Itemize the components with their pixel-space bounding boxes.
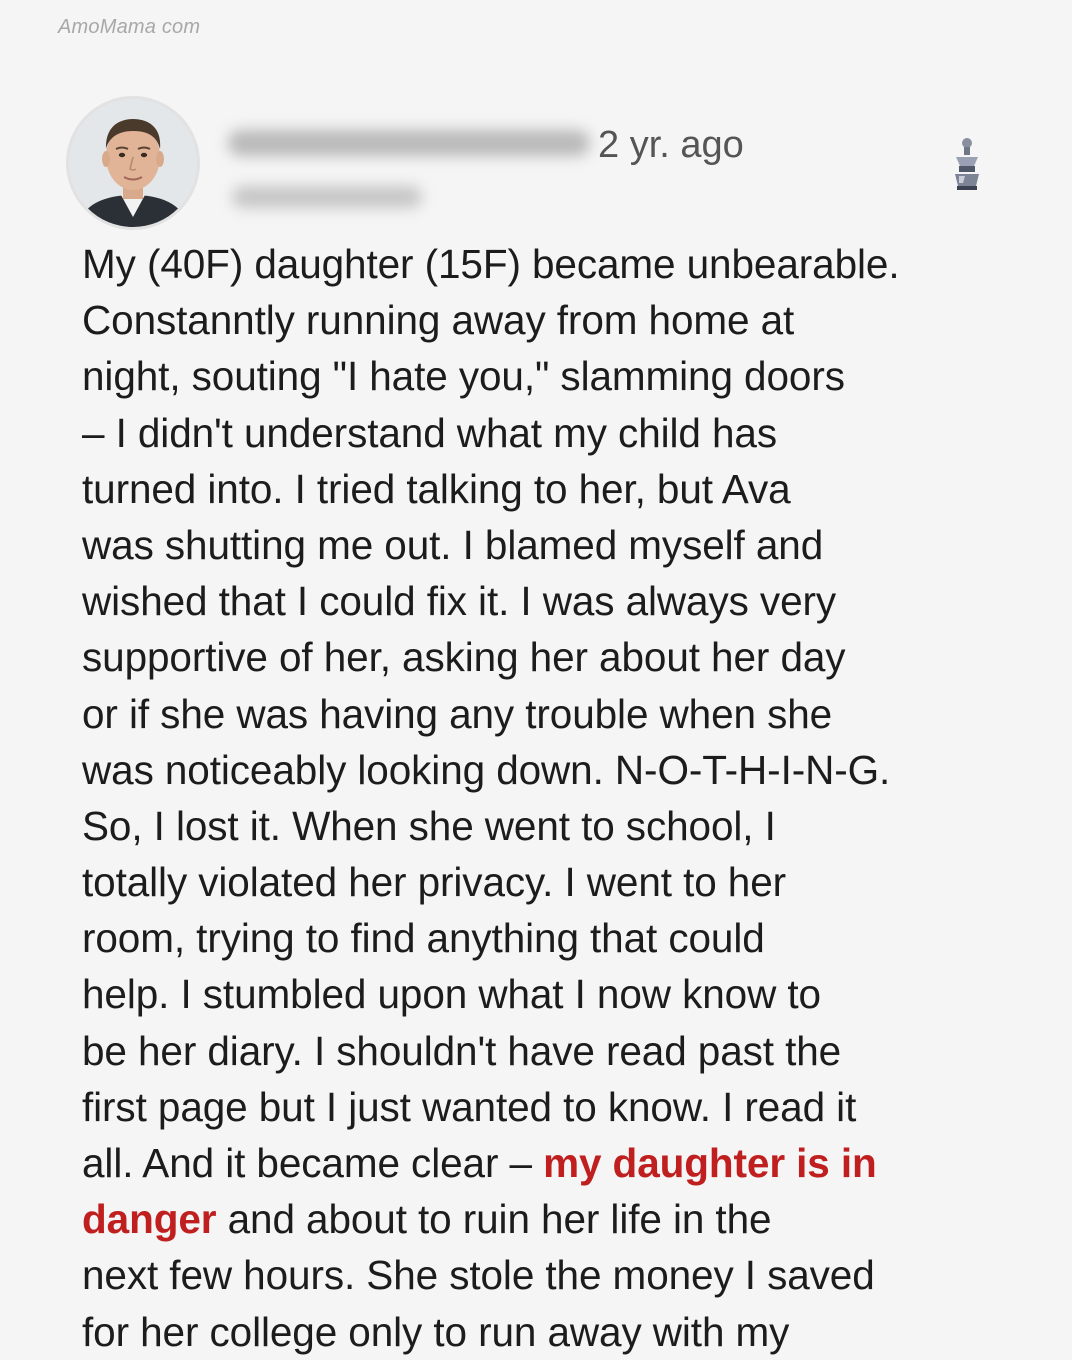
comment-text: room, trying to find anything that could [82, 915, 765, 962]
comment-text: So, I lost it. When she went to school, I [82, 802, 776, 849]
comment-text: next few hours. She stole the money I saved [82, 1252, 875, 1299]
comment-text: Constanntly running away from home at [82, 297, 795, 344]
comment-text: all. And it became clear – [82, 1140, 544, 1186]
comment-text: was shutting me out. I blamed myself and [82, 521, 824, 568]
comment-line [82, 966, 1022, 1022]
comment-text: be her diary. I shouldn't have read past the [82, 1027, 842, 1074]
comment-body [82, 236, 1022, 1360]
comment-text: turned into. I tried talking to her, but Ava [82, 465, 791, 512]
comment-line [82, 461, 1022, 517]
comment-line [82, 348, 1022, 404]
comment-line [82, 798, 1022, 854]
comment-text: totally violated her privacy. I went to her [82, 859, 787, 906]
comment-line [82, 742, 1022, 798]
comment-line [82, 1023, 1022, 1079]
comment-text: supportive of her, asking her about her day [82, 634, 846, 681]
comment-text: first page but I just wanted to know. I read it [82, 1083, 857, 1130]
comment-text: wished that I could fix it. I was always very [82, 578, 837, 625]
subreddit-blurred [232, 186, 422, 208]
highlighted-text: danger [82, 1196, 217, 1243]
comment-text: – I didn't understand what my child has [82, 409, 777, 456]
comment-text: night, souting "I hate you," slamming doors [82, 353, 845, 400]
comment-line [82, 292, 1022, 348]
username-blurred[interactable] [228, 130, 590, 156]
comment-text: My (40F) daughter (15F) became unbearable. [82, 241, 900, 287]
comment-text: or if she was having any trouble when she [82, 690, 833, 737]
comment-line [82, 629, 1022, 685]
highlighted-text: my daughter is in [543, 1140, 877, 1186]
comment-line [82, 1304, 1022, 1360]
avatar[interactable] [66, 96, 200, 230]
comment-text: was noticeably looking down. N-O-T-H-I-N-G. [82, 746, 891, 793]
comment-text: and about to ruin her life in the [216, 1196, 772, 1243]
comment-line [82, 236, 1022, 292]
comment-line [82, 1247, 1022, 1303]
comment-text: for her college only to run away with my [82, 1308, 790, 1355]
comment-line [82, 854, 1022, 910]
comment-timestamp: 2 yr. ago [598, 124, 744, 166]
comment-line [82, 405, 1022, 461]
comment-line [82, 573, 1022, 629]
award-icon[interactable] [950, 136, 984, 192]
comment-line [82, 1191, 1022, 1247]
site-watermark: AmoMama com [58, 16, 201, 38]
avatar-photo-icon [69, 99, 197, 227]
comment-line [82, 910, 1022, 966]
comment-line [82, 1079, 1022, 1135]
comment-line [82, 1135, 1022, 1191]
comment-line [82, 686, 1022, 742]
comment-text: help. I stumbled upon what I now know to [82, 971, 821, 1018]
comment-line [82, 517, 1022, 573]
